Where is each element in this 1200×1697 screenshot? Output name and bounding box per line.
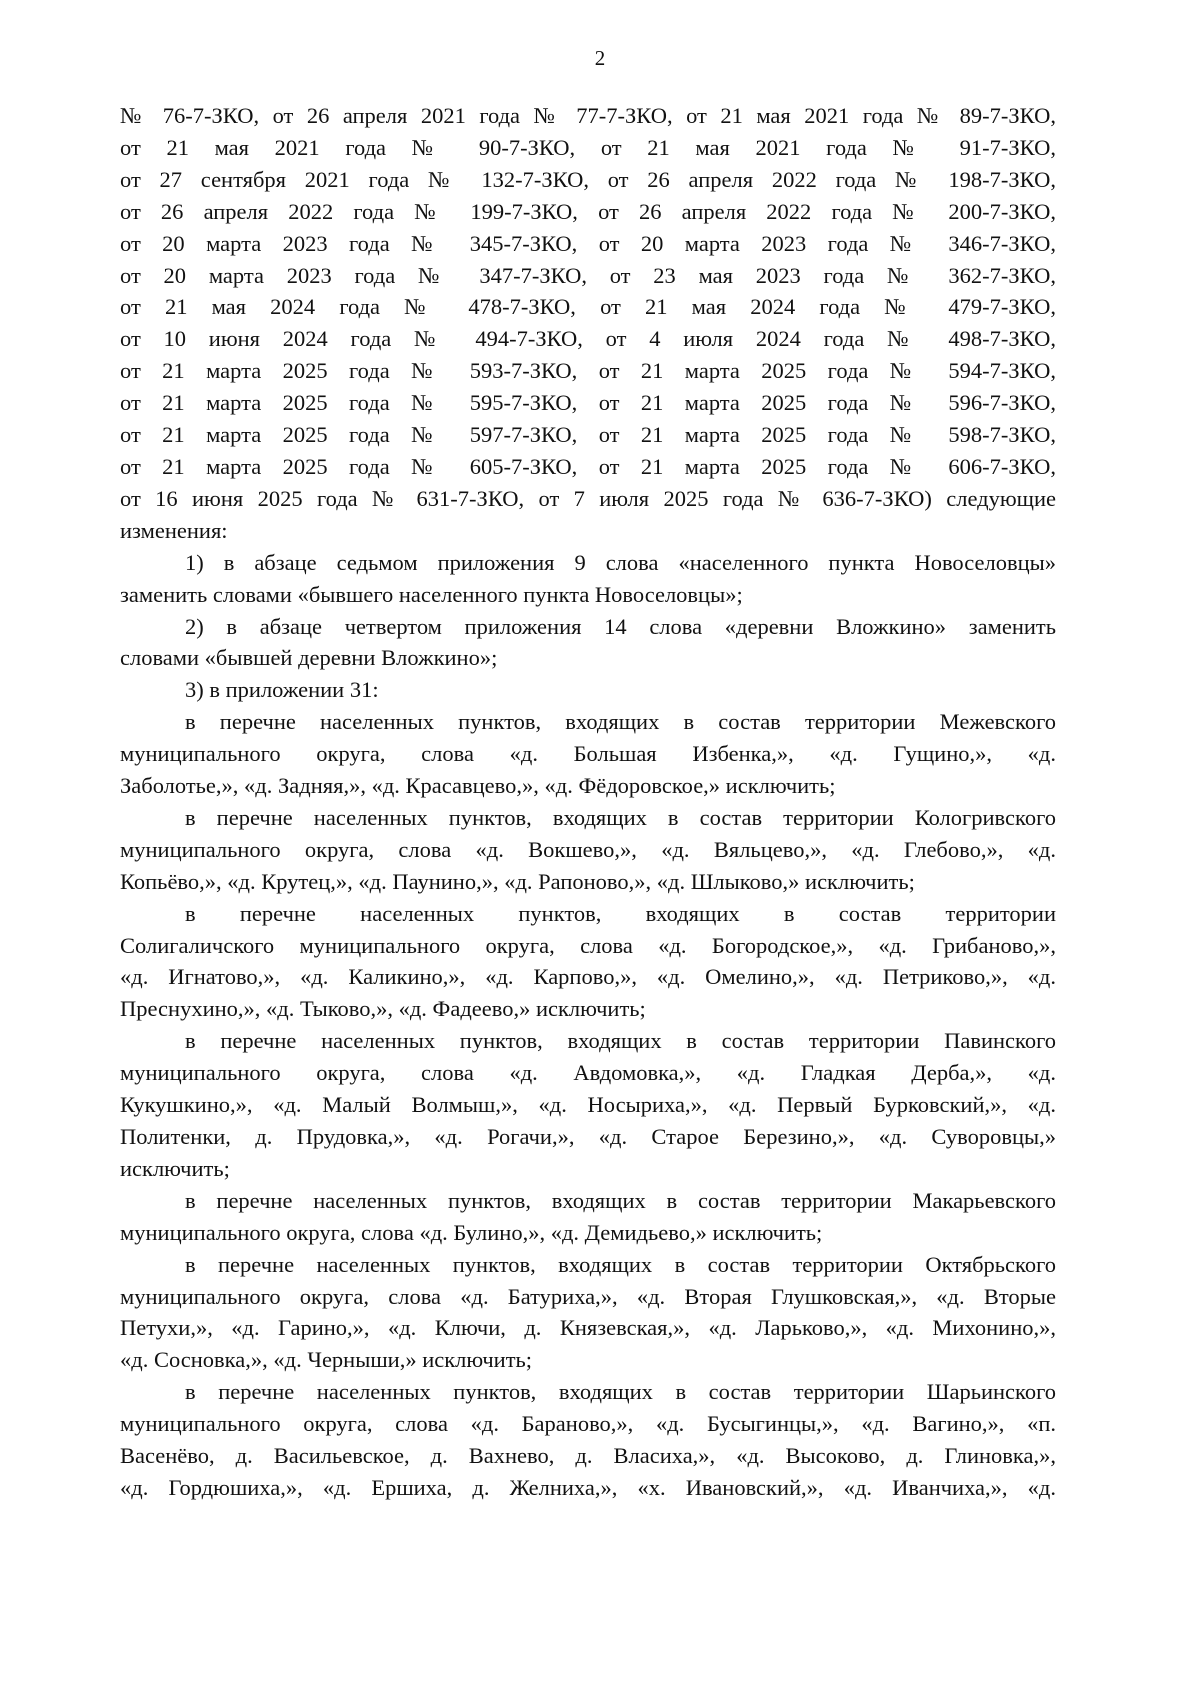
text-line: от 21 марта 2025 года № 597-7-ЗКО, от 21 марта 2025 года № 598-7-ЗКО, — [120, 422, 1056, 448]
text-line: от 21 мая 2024 года № 478-7-ЗКО, от 21 мая 2024 года № 479-7-ЗКО, — [120, 294, 1056, 320]
text-line: от 27 сентября 2021 года № 132-7-ЗКО, от 26 апреля 2022 года № 198-7-ЗКО, — [120, 166, 1056, 192]
text-line: в перечне населенных пунктов, входящих в состав территории Павинского — [185, 1028, 1056, 1054]
text-line: в перечне населенных пунктов, входящих в состав территории — [185, 900, 1056, 926]
text-line: Солигаличского муниципального округа, слова «д. Богородское,», «д. Грибаново,», — [120, 932, 1056, 958]
text-line: муниципального округа, слова «д. Большая Избенка,», «д. Гущино,», «д. — [120, 741, 1056, 767]
amendment-paragraph — [120, 674, 1056, 706]
document-body — [120, 100, 1056, 1504]
text-line: Петухи,», «д. Гарино,», «д. Ключи, д. Князевская,», «д. Ларьково,», «д. Михонино,», — [120, 1315, 1056, 1341]
text-line: от 21 марта 2025 года № 593-7-ЗКО, от 21 марта 2025 года № 594-7-ЗКО, — [120, 358, 1056, 384]
text-line: муниципального округа, слова «д. Булино,», «д. Демидьево,» исключить; — [120, 1219, 823, 1245]
amendment-paragraph — [120, 706, 1056, 802]
text-line: от 20 марта 2023 года № 345-7-ЗКО, от 20 марта 2023 года № 346-7-ЗКО, — [120, 230, 1056, 256]
amendment-paragraph — [120, 547, 1056, 611]
text-line: 3) в приложении 31: — [185, 677, 379, 703]
text-line: заменить словами «бывшего населенного пункта Новоселовцы»; — [120, 581, 743, 607]
text-line: Заболотье,», «д. Задняя,», «д. Красавцево,», «д. Фёдоровское,» исключить; — [120, 773, 836, 799]
text-line: № 76-7-ЗКО, от 26 апреля 2021 года № 77-7-ЗКО, от 21 мая 2021 года № 89-7-ЗКО, — [120, 103, 1056, 128]
text-line: Политенки, д. Прудовка,», «д. Рогачи,», «д. Старое Березино,», «д. Суворовцы,» — [120, 1124, 1056, 1149]
text-line: муниципального округа, слова «д. Авдомовка,», «д. Гладкая Дерба,», «д. — [120, 1060, 1056, 1086]
text-line: «д. Сосновка,», «д. Черныши,» исключить; — [120, 1347, 533, 1373]
text-line: от 21 мая 2021 года № 90-7-ЗКО, от 21 мая 2021 года № 91-7-ЗКО, — [120, 134, 1056, 160]
text-line: Копьёво,», «д. Крутец,», «д. Паунино,», «д. Рапоново,», «д. Шлыково,» исключить; — [120, 868, 915, 894]
text-line: в перечне населенных пунктов, входящих в состав территории Шарьинского — [185, 1379, 1056, 1405]
text-line: «д. Игнатово,», «д. Каликино,», «д. Карпово,», «д. Омелино,», «д. Петриково,», «д. — [120, 964, 1056, 990]
amendment-list — [120, 547, 1056, 1504]
text-line: в перечне населенных пунктов, входящих в состав территории Кологривского — [185, 804, 1056, 830]
text-line: муниципального округа, слова «д. Батуриха,», «д. Вторая Глушковская,», «д. Вторые — [120, 1283, 1056, 1309]
amendment-paragraph — [120, 1249, 1056, 1377]
text-line: 2) в абзаце четвертом приложения 14 слова «деревни Вложкино» заменить — [185, 613, 1056, 639]
text-line: в перечне населенных пунктов, входящих в состав территории Макарьевского — [185, 1187, 1056, 1213]
text-line: муниципального округа, слова «д. Бараново,», «д. Бусыгинцы,», «д. Вагино,», «п. — [120, 1411, 1056, 1437]
text-line: Преснухино,», «д. Тыково,», «д. Фадеево,» исключить; — [120, 996, 646, 1022]
text-line: изменения: — [120, 517, 228, 543]
text-line: от 21 марта 2025 года № 605-7-ЗКО, от 21 марта 2025 года № 606-7-ЗКО, — [120, 453, 1056, 479]
amendment-paragraph — [120, 611, 1056, 675]
text-line: в перечне населенных пунктов, входящих в состав территории Октябрьского — [185, 1251, 1056, 1277]
text-line: «д. Гордюшиха,», «д. Ершиха, д. Желниха,», «х. Ивановский,», «д. Иванчиха,», «д. — [120, 1474, 1056, 1500]
text-line: 1) в абзаце седьмом приложения 9 слова «населенного пункта Новоселовцы» — [185, 549, 1056, 575]
intro-paragraph — [120, 100, 1056, 547]
text-line: муниципального округа, слова «д. Вокшево,», «д. Вяльцево,», «д. Глебово,», «д. — [120, 836, 1056, 862]
amendment-paragraph — [120, 898, 1056, 1026]
text-line: словами «бывшей деревни Вложкино»; — [120, 645, 498, 671]
text-line: от 10 июня 2024 года № 494-7-ЗКО, от 4 июля 2024 года № 498-7-ЗКО, — [120, 326, 1056, 352]
text-line: в перечне населенных пунктов, входящих в состав территории Межевского — [185, 709, 1056, 735]
amendment-paragraph — [120, 802, 1056, 898]
page-number: 2 — [594, 46, 606, 70]
amendment-paragraph — [120, 1376, 1056, 1504]
text-line: Васенёво, д. Васильевское, д. Вахнево, д. Власиха,», «д. Высоково, д. Глиновка,», — [120, 1443, 1056, 1469]
text-line: исключить; — [120, 1155, 230, 1181]
text-line: от 21 марта 2025 года № 595-7-ЗКО, от 21 марта 2025 года № 596-7-ЗКО, — [120, 390, 1056, 416]
text-line: от 16 июня 2025 года № 631-7-ЗКО, от 7 июля 2025 года № 636-7-ЗКО) следующие — [120, 485, 1056, 511]
amendment-paragraph — [120, 1025, 1056, 1185]
text-line: Кукушкино,», «д. Малый Волмыш,», «д. Носыриха,», «д. Первый Бурковский,», «д. — [120, 1092, 1056, 1118]
text-line: от 20 марта 2023 года № 347-7-ЗКО, от 23 мая 2023 года № 362-7-ЗКО, — [120, 262, 1056, 288]
text-line: от 26 апреля 2022 года № 199-7-ЗКО, от 26 апреля 2022 года № 200-7-ЗКО, — [120, 198, 1056, 224]
amendment-paragraph — [120, 1185, 1056, 1249]
